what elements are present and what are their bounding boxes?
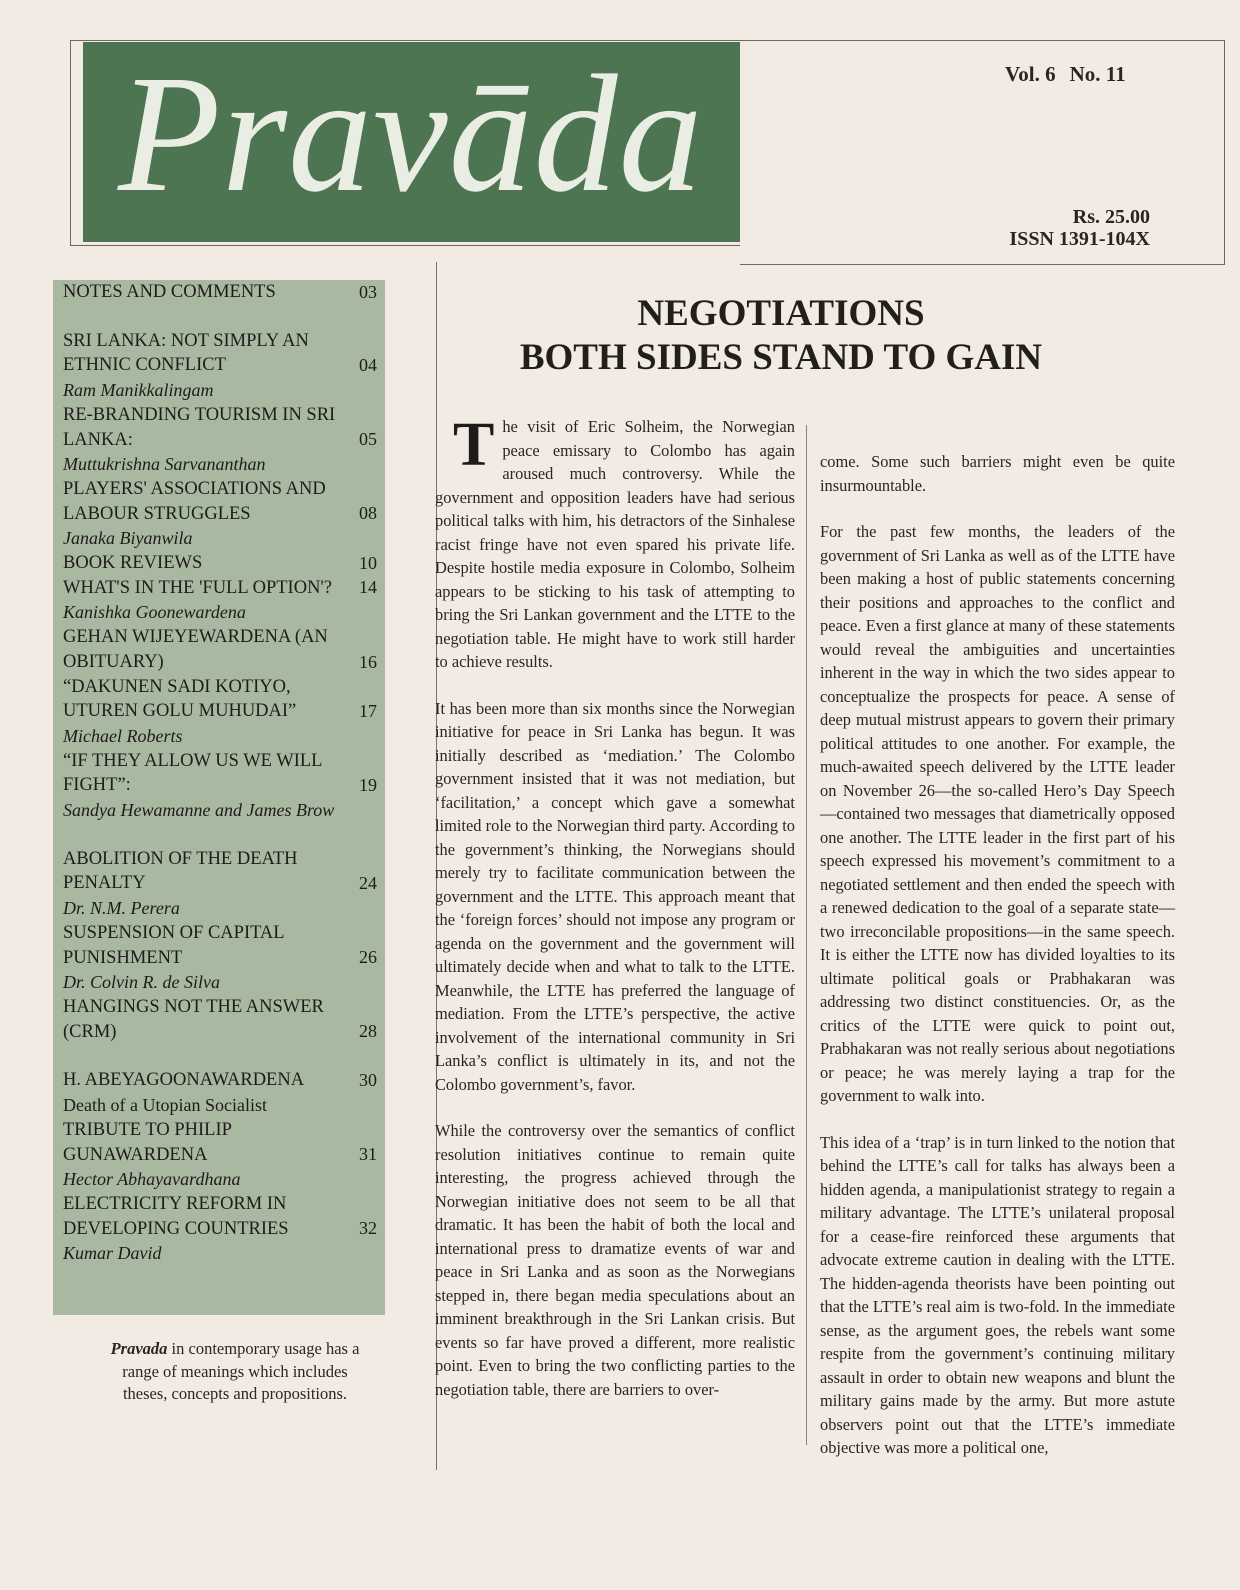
article-column-2 — [820, 450, 1175, 1483]
toc-page: 04 — [359, 355, 377, 376]
headline-line-2: BOTH SIDES STAND TO GAIN — [519, 337, 1043, 378]
toc-title: NOTES AND COMMENTS — [63, 282, 276, 302]
issue-number: No. 11 — [1069, 62, 1126, 86]
price: Rs. 25.00 — [1072, 206, 1150, 228]
toc-subtitle: Death of a Utopian Socialist — [63, 1095, 267, 1116]
toc-page: 03 — [359, 281, 377, 302]
toc-entry[interactable] — [63, 576, 385, 601]
toc-page: 16 — [359, 651, 377, 672]
toc-author: Muttukrishna Sarvananthan — [63, 454, 266, 475]
article-column-1 — [435, 411, 795, 1424]
toc-spacer — [63, 823, 385, 847]
toc-entry[interactable] — [63, 280, 385, 305]
toc-entry[interactable] — [63, 995, 385, 1044]
article-paragraph — [435, 411, 795, 674]
toc-title: ELECTRICITY REFORM IN DEVELOPING COUNTRIES — [63, 1193, 289, 1239]
toc-entry[interactable] — [63, 551, 385, 576]
toc-title: ABOLITION OF THE DEATH PENALTY — [63, 848, 298, 894]
price-block — [1009, 206, 1150, 250]
toc-title: SRI LANKA: NOT SIMPLY AN ETHNIC CONFLICT — [63, 330, 309, 376]
article-paragraph: It has been more than six months since the Norwegian initiative for peace in Sri Lanka has begun. It was initially described as ‘mediation.’ The Colombo government insisted that it was not mediation, but ‘facilitation,’ a concept which gave a somewhat limited role to the Norwegian third party. According to the government’s thinking, the Norwegians should merely try to facilitate communication between the government and the LTTE. This approach meant that the ‘foreign forces’ should not impose any program or agenda on the government and the government will ultimately decide when and what to talk to the LTTE. Meanwhile, the LTTE has preferred the language of mediation. From the LTTE’s perspective, the active involvement of the international community in Sri Lanka’s conflict is ultimately in its, and not the Colombo government’s, favor. — [435, 698, 795, 1094]
caption-word: Pravada — [110, 1339, 168, 1358]
header-frame-right — [1224, 40, 1225, 265]
toc-title: GEHAN WIJEYEWARDENA (AN OBITUARY) — [63, 627, 328, 672]
toc-page: 32 — [359, 1218, 377, 1239]
toc-author: Kumar David — [63, 1243, 162, 1264]
headline-line-1: NEGOTIATIONS — [637, 293, 925, 334]
article-column-divider — [806, 425, 807, 1445]
paragraph-text: he visit of Eric Solheim, the Norwegian peace emissary to Colombo has again aroused much controversy. While the government and opposition leaders have had serious political talks with him, his detractors of the Sinhalese racist fringe have not even spared his private life. Despite hostile media exposure in Colombo, Solheim appears to be sticking to his task of attempting to bring the Sri Lankan government and the LTTE to the negotiation table. He might have to work still harder to achieve results. — [435, 417, 795, 671]
toc-spacer — [63, 1044, 385, 1068]
toc-title: PLAYERS' ASSOCIATIONS AND LABOUR STRUGGLES — [63, 478, 326, 524]
toc-page: 05 — [359, 429, 377, 450]
toc-author: Hector Abhayavardhana — [63, 1169, 241, 1190]
toc-entry[interactable] — [63, 1068, 385, 1093]
toc-author: Janaka Biyanwila — [63, 528, 193, 549]
article-paragraph: While the controversy over the semantics of conflict resolution initiatives continue to remain quite interesting, the progress achieved through the Norwegian initiative does not seem to be all that dramatic. It has been the habit of both the local and international press to dramatize events of war and peace in Sri Lanka and as soon as the Norwegians stepped in, there began media speculations about an imminent breakthrough in the Sri Lankan crisis. But events so far have proved a different, more realistic point. Even to bring the two conflicting parties to the negotiation table, there are barriers to over- — [435, 1121, 795, 1399]
toc-entry[interactable] — [63, 1118, 385, 1167]
toc-entry[interactable] — [63, 675, 385, 724]
toc-page: 26 — [359, 947, 377, 968]
toc-entry[interactable] — [63, 921, 385, 970]
toc-entry[interactable] — [63, 749, 385, 798]
toc-page: 30 — [359, 1070, 377, 1091]
toc-page: 08 — [359, 503, 377, 524]
caption-text: in contemporary usage has a range of meanings which includes theses, concepts and propositions. — [122, 1339, 360, 1403]
header-frame-bottom — [70, 245, 740, 246]
toc-author: Dr. N.M. Perera — [63, 898, 180, 919]
toc-entry[interactable] — [63, 403, 385, 452]
toc-spacer — [63, 305, 385, 329]
toc-author: Ram Manikkalingam — [63, 380, 214, 401]
toc-title: SUSPENSION OF CAPITAL PUNISHMENT — [63, 922, 284, 968]
toc-page: 17 — [359, 700, 377, 721]
toc-title: “DAKUNEN SADI KOTIYO, UTUREN GOLU MUHUDAI” — [63, 676, 297, 722]
toc-title: TRIBUTE TO PHILIP GUNAWARDENA — [63, 1119, 232, 1165]
toc-page: 31 — [359, 1144, 377, 1165]
header-frame-bottom-right — [740, 264, 1225, 265]
header-frame-left — [70, 40, 71, 245]
toc-entry[interactable] — [63, 1192, 385, 1241]
article-paragraph: This idea of a ‘trap’ is in turn linked to the notion that behind the LTTE’s call for talks has always been a hidden agenda, a manipulationist strategy to regain a military advantage. The LTTE’s unilateral proposal for a cease-fire reinforced these arguments that advocate extreme caution in dealing with the LTTE. The hidden-agenda theorists have been pointing out that the LTTE’s real aim is two-fold. In the immediate sense, as the argument goes, the rebels want some respite from the government’s continuing military assault in order to obtain new weapons and blunt the military gains made by the army. But more astute observers point out that the LTTE’s immediate objective was more a political one, — [820, 1132, 1175, 1457]
toc-page: 10 — [359, 552, 377, 573]
toc-author: Sandya Hewamanne and James Brow — [63, 800, 335, 821]
issn: ISSN 1391-104X — [1009, 228, 1150, 250]
toc-title: RE-BRANDING TOURISM IN SRI LANKA: — [63, 404, 336, 450]
issue-info — [1005, 62, 1140, 87]
toc-title: BOOK REVIEWS — [63, 553, 203, 574]
drop-cap: T — [453, 411, 495, 479]
masthead-caption — [110, 1338, 360, 1406]
toc-title: “IF THEY ALLOW US WE WILL FIGHT”: — [63, 750, 322, 796]
toc-title: H. ABEYAGOONAWARDENA — [63, 1070, 305, 1091]
toc-page: 24 — [359, 873, 377, 894]
toc-entry[interactable] — [63, 847, 385, 896]
toc-title: HANGINGS NOT THE ANSWER (CRM) — [63, 996, 324, 1042]
table-of-contents — [53, 280, 385, 1315]
toc-author: Michael Roberts — [63, 725, 183, 746]
toc-title: WHAT'S IN THE 'FULL OPTION'? — [63, 577, 332, 598]
toc-entry[interactable] — [63, 477, 385, 526]
toc-page: 19 — [359, 775, 377, 796]
toc-author: Dr. Colvin R. de Silva — [63, 972, 220, 993]
article-paragraph: come. Some such barriers might even be quite insurmountable. — [820, 452, 1175, 495]
volume-label: Vol. 6 — [1005, 62, 1056, 86]
toc-page: 14 — [359, 577, 377, 598]
article-paragraph: For the past few months, the leaders of the government of Sri Lanka as well as of the LTTE have been making a host of public statements concerning their positions and approaches to the conflict and peace. Even a first glance at many of these statements would reveal the ambiguities and uncertainties inherent in the way in which the two sides appear to conceptualize the prospects for peace. A sense of deep mutual mistrust appears to govern their primary political attitudes to one another. For example, the much-awaited speech delivered by the LTTE leader on November 26—the so-called Hero’s Day Speech—contained two messages that diametrically opposed one another. The LTTE leader in the first part of his speech expressed his movement’s commitment to a negotiated settlement and then ended the speech with a renewed dedication to the goal of a separate state—two irreconcilable propositions—in the same speech. It is either the LTTE now has divided loyalties to its ultimate political goals or Prabhakaran was addressing two distinct constituencies. Or, as the critics of the LTTE were quick to point out, Prabhakaran was not really serious about negotiations or peace; he was merely laying a trap for the government to walk into. — [820, 522, 1175, 1105]
article-headline — [446, 292, 1116, 380]
masthead-logo: Pravāda — [118, 41, 704, 227]
toc-entry[interactable] — [63, 625, 385, 674]
toc-author: Kanishka Goonewardena — [63, 602, 246, 623]
masthead — [83, 42, 740, 242]
toc-page: 28 — [359, 1021, 377, 1042]
toc-entry[interactable] — [63, 329, 385, 378]
